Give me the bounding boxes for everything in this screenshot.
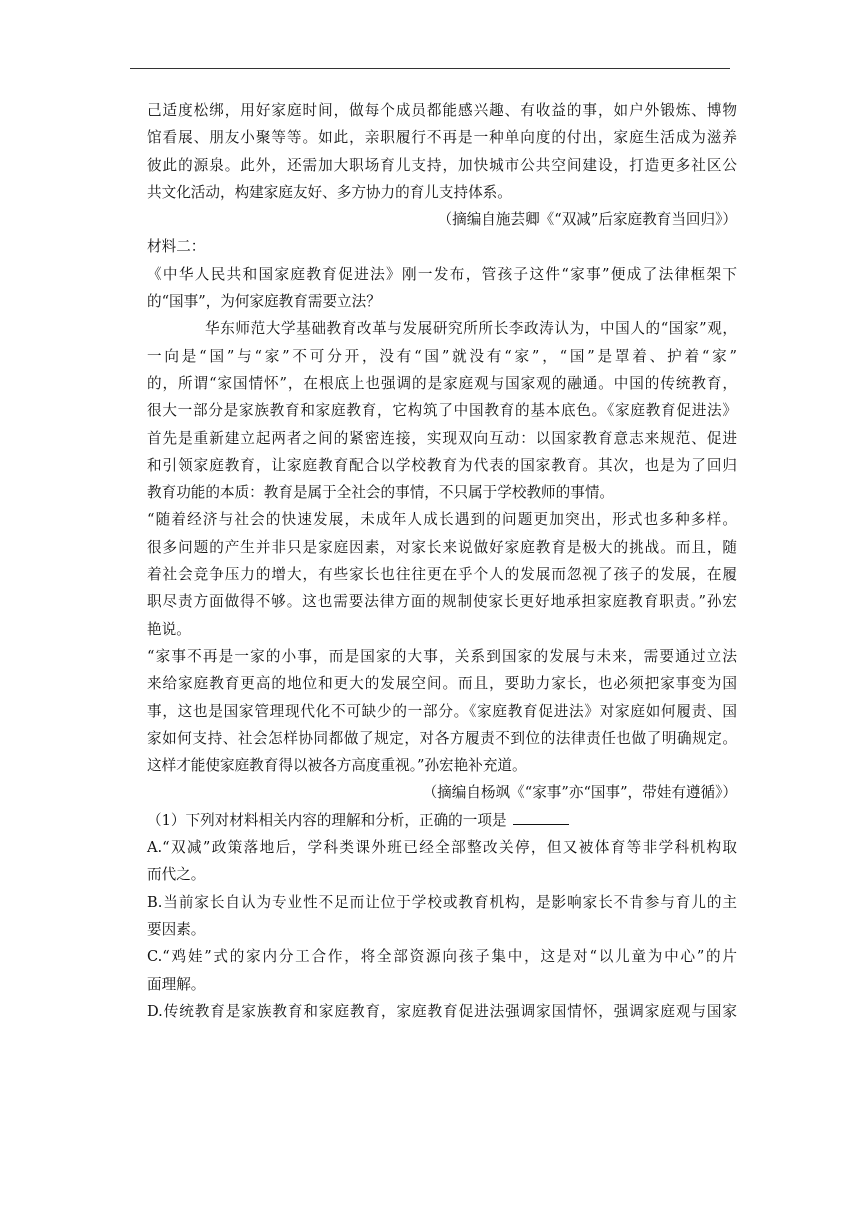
option-c-cont: 面理解。 bbox=[147, 975, 206, 993]
body-line: 的“国事”，为何家庭教育需要立法？ bbox=[147, 293, 381, 311]
option-c: C.“鸡娃”式的家内分工合作，将全部资源向孩子集中，这是对“以儿童为中心”的片 bbox=[147, 948, 737, 966]
body-line: 职尽责方面做得不够。这也需要法律方面的规制使家长更好地承担家庭教育职责。”孙宏 bbox=[147, 593, 737, 611]
body-line: 己适度松绑，用好家庭时间，做每个成员都能感兴趣、有收益的事，如户外锻炼、博物 bbox=[147, 102, 737, 119]
body-line: 华东师范大学基础教育改革与发展研究所所长李政涛认为，中国人的“国家”观， bbox=[205, 320, 737, 338]
body-line: 的，所谓“家国情怀”，在根底上也强调的是家庭观与国家观的融通。中国的传统教育， bbox=[147, 374, 737, 392]
body-line: 教育功能的本质：教育是属于全社会的事情，不只属于学校教师的事情。 bbox=[147, 484, 615, 502]
option-a-cont: 而代之。 bbox=[147, 866, 206, 884]
body-line: 《中华人民共和国家庭教育促进法》刚一发布，管孩子这件“家事”便成了法律框架下 bbox=[147, 265, 737, 283]
body-line: 很大一部分是家族教育和家庭教育，它构筑了中国教育的基本底色。《家庭教育促进法》 bbox=[147, 402, 737, 420]
option-b: B.当前家长自认为专业性不足而让位于学校或教育机构，是影响家长不肯参与育儿的主 bbox=[147, 893, 737, 911]
document-body bbox=[147, 97, 737, 1025]
question-text: （1）下列对材料相关内容的理解和分析，正确的一项是 bbox=[147, 811, 507, 829]
body-line: “随着经济与社会的快速发展，未成年人成长遇到的问题更加突出，形式也多种多样。 bbox=[147, 511, 737, 529]
answer-blank bbox=[513, 810, 569, 825]
option-a: A.“双减”政策落地后，学科类课外班已经全部整改关停，但又被体育等非学科机构取 bbox=[147, 839, 737, 857]
body-line: 来给家庭教育更高的地位和更大的发展空间。而且，要助力家长，也必须把家事变为国 bbox=[147, 675, 737, 693]
body-line: 这样才能使家庭教育得以被各方高度重视。”孙宏艳补充道。 bbox=[147, 757, 527, 775]
body-line: “家事不再是一家的小事，而是国家的大事，关系到国家的发展与未来，需要通过立法 bbox=[147, 647, 737, 665]
question-stem bbox=[147, 807, 737, 834]
section-heading: 材料二： bbox=[147, 238, 206, 256]
option-d: D.传统教育是家族教育和家庭教育，家庭教育促进法强调家国情怀，强调家庭观与国家 bbox=[147, 1002, 737, 1020]
source-citation: （摘编自施芸卿《“双减”后家庭教育当回归》） bbox=[437, 211, 737, 229]
body-line: 馆看展、朋友小聚等等。如此，亲职履行不再是一种单向度的付出，家庭生活成为滋养 bbox=[147, 129, 737, 147]
header-rule bbox=[130, 68, 730, 69]
body-line: 艳说。 bbox=[147, 620, 191, 638]
body-line: 事，这也是国家管理现代化不可缺少的一部分。《家庭教育促进法》对家庭如何履责、国 bbox=[147, 702, 737, 720]
source-citation: （摘编自杨飒《“家事”亦“国事”，带娃有遵循》） bbox=[422, 784, 737, 802]
body-line: 首先是重新建立起两者之间的紧密连接，实现双向互动：以国家教育意志来规范、促进 bbox=[147, 429, 737, 447]
body-line: 和引领家庭教育，让家庭教育配合以学校教育为代表的国家教育。其次，也是为了回归 bbox=[147, 456, 737, 474]
body-line: 共文化活动，构建家庭友好、多方协力的育儿支持体系。 bbox=[147, 183, 512, 201]
body-line: 着社会竞争压力的增大，有些家长也往往更在乎个人的发展而忽视了孩子的发展，在履 bbox=[147, 566, 737, 584]
option-b-cont: 要因素。 bbox=[147, 920, 206, 938]
body-line: 家如何支持、社会怎样协同都做了规定，对各方履责不到位的法律责任也做了明确规定。 bbox=[147, 729, 737, 747]
body-line: 一向是“国”与“家”不可分开，没有“国”就没有“家”，“国”是罩着、护着“家” bbox=[147, 347, 737, 365]
body-line: 彼此的源泉。此外，还需加大职场育儿支持，加快城市公共空间建设，打造更多社区公 bbox=[147, 156, 737, 174]
body-line: 很多问题的产生并非只是家庭因素，对家长来说做好家庭教育是极大的挑战。而且，随 bbox=[147, 538, 737, 556]
